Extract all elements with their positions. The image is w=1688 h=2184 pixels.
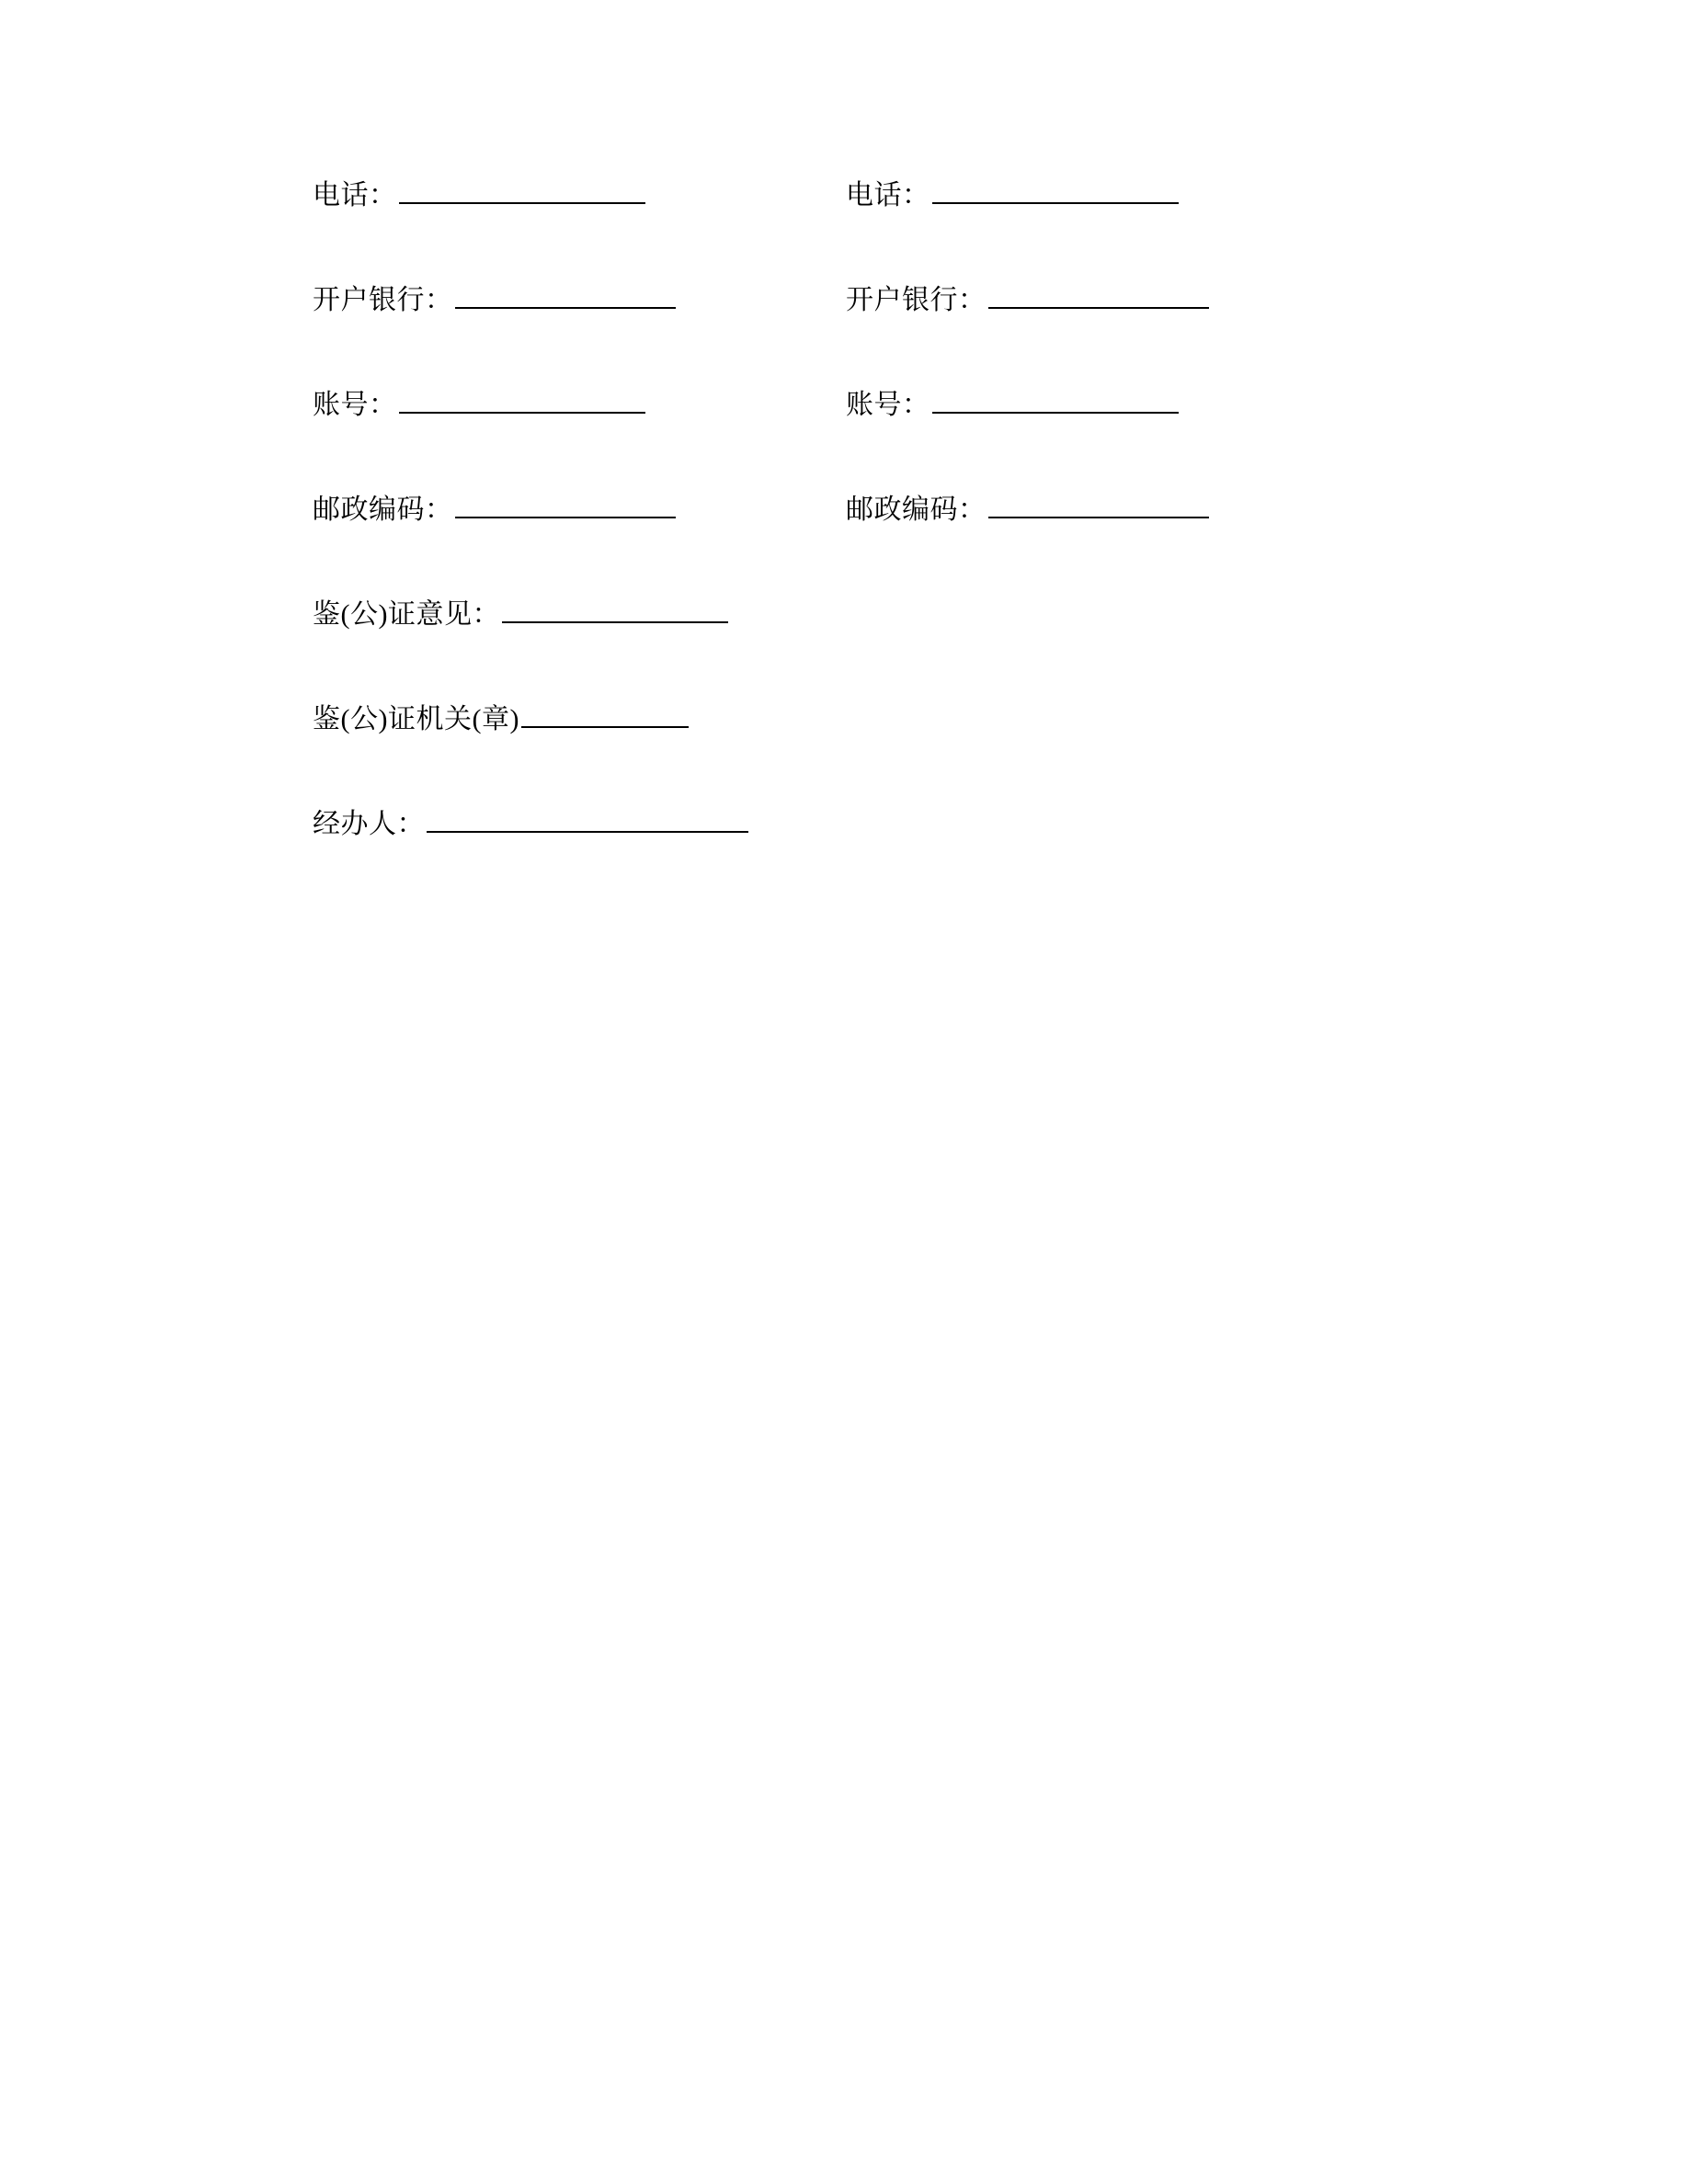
field-label: 邮政编码： bbox=[846, 495, 987, 525]
field-blank-line[interactable] bbox=[932, 384, 1179, 414]
field-postcode-left bbox=[313, 489, 846, 529]
field-account-right bbox=[846, 384, 1179, 424]
field-telephone-left bbox=[313, 175, 846, 214]
field-blank-line[interactable] bbox=[455, 279, 676, 309]
field-label: 鉴(公)证机关(章) bbox=[313, 704, 519, 734]
field-blank-line[interactable] bbox=[988, 489, 1209, 518]
field-postcode-right bbox=[846, 489, 1209, 529]
field-label: 开户银行： bbox=[846, 285, 987, 315]
field-label: 电话： bbox=[846, 180, 930, 210]
table-row bbox=[313, 175, 1379, 211]
field-blank-line[interactable] bbox=[399, 384, 645, 414]
field-label: 账号： bbox=[313, 390, 397, 420]
field-blank-line[interactable] bbox=[399, 175, 645, 204]
form-content bbox=[313, 175, 1379, 908]
field-blank-line[interactable] bbox=[455, 489, 676, 518]
field-label: 开户银行： bbox=[313, 285, 453, 315]
field-notary-opinion-group bbox=[313, 594, 728, 633]
table-row bbox=[313, 279, 1379, 316]
field-label: 电话： bbox=[313, 180, 397, 210]
field-label: 账号： bbox=[846, 390, 930, 420]
field-telephone-right bbox=[846, 175, 1179, 214]
field-notary-opinion bbox=[313, 594, 1379, 631]
field-account-left bbox=[313, 384, 846, 424]
field-blank-line[interactable] bbox=[502, 594, 728, 623]
field-notary-organ bbox=[313, 699, 1379, 735]
table-row bbox=[313, 489, 1379, 526]
field-label: 经办人： bbox=[313, 809, 425, 839]
field-notary-organ-group bbox=[313, 699, 689, 738]
field-bank-left bbox=[313, 279, 846, 319]
field-agent bbox=[313, 803, 1379, 840]
field-label: 鉴(公)证意见： bbox=[313, 599, 500, 630]
field-label: 邮政编码： bbox=[313, 495, 453, 525]
field-bank-right bbox=[846, 279, 1209, 319]
field-agent-group bbox=[313, 803, 748, 843]
field-blank-line[interactable] bbox=[988, 279, 1209, 309]
table-row bbox=[313, 384, 1379, 421]
field-blank-line[interactable] bbox=[932, 175, 1179, 204]
field-blank-line[interactable] bbox=[521, 699, 689, 728]
field-blank-line[interactable] bbox=[427, 803, 748, 833]
